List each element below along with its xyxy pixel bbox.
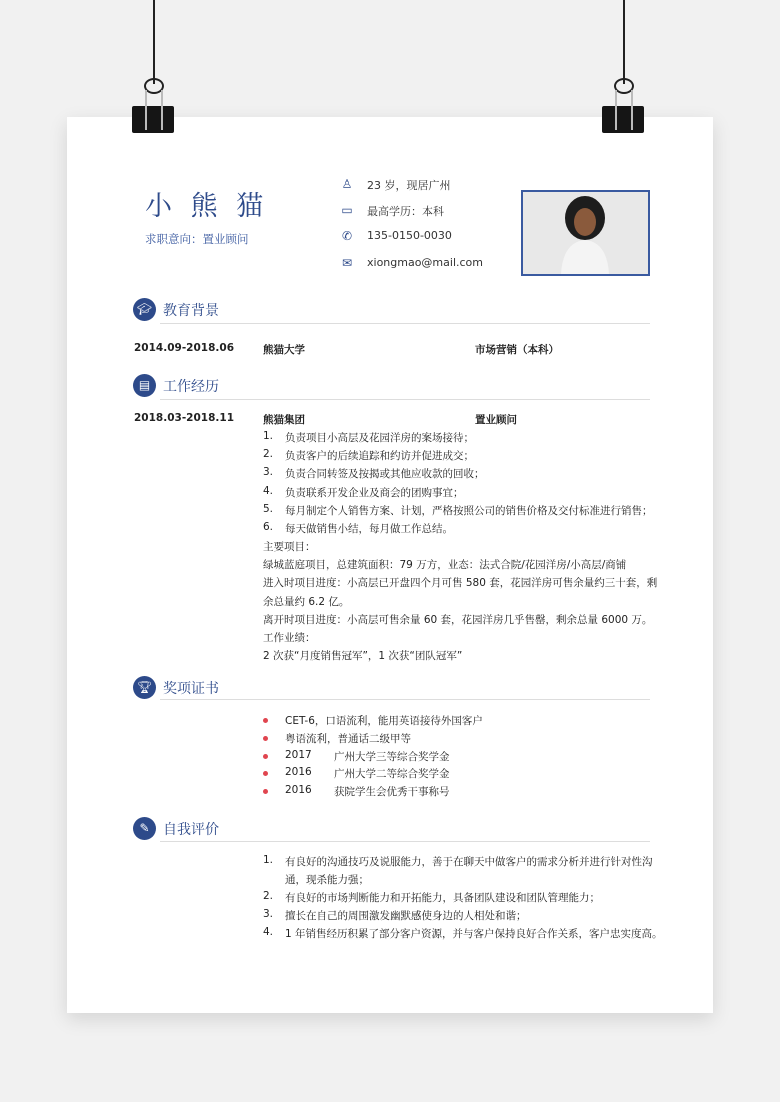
- divider: [160, 399, 650, 400]
- award-item: 2016: [285, 766, 312, 779]
- eval-text: 有良好的市场判断能力和开拓能力，具备团队建设和团队管理能力；: [285, 892, 600, 904]
- work-date: 2018.03-2018.11: [134, 412, 235, 424]
- duty-text: 负责项目小高层及花园洋房的案场接待；: [285, 432, 474, 444]
- work-company: 熊猫集团: [263, 414, 305, 426]
- education-level: 最高学历：本科: [367, 205, 444, 218]
- work-detail-line: 离开时项目进度：小高层可售余量 60 套，花园洋房几乎售罄，剩余总量 6000 万。: [263, 613, 653, 626]
- duty-text: 负责联系开发企业及商会的团购事宜；: [285, 486, 464, 499]
- work-role: 置业顾问: [475, 414, 517, 426]
- duty-number: 3.: [263, 466, 274, 479]
- eval-number: 1.: [263, 854, 274, 866]
- edu-date: 2014.09-2018.06: [134, 342, 235, 354]
- trophy-icon: 🏆︎: [133, 676, 156, 699]
- phone-icon: ✆: [341, 229, 353, 243]
- clip-wire: [161, 100, 163, 130]
- eval-number: 2.: [263, 890, 274, 902]
- duty-text: 负责合同转签及按揭或其他应收款的回收；: [285, 468, 485, 481]
- award-detail: 广州大学二等综合奖学金: [334, 768, 450, 781]
- work-detail-line: 进入时项目进度：小高层已开盘四个月可售 580 套，花园洋房可售余量约三十套，剩: [263, 577, 658, 590]
- person-icon: ♙: [341, 177, 353, 191]
- edu-school: 熊猫大学: [263, 344, 305, 356]
- hanging-string: [153, 0, 155, 84]
- bullet-dot: [263, 754, 268, 759]
- award-item: 2016: [285, 784, 312, 797]
- bullet-dot: [263, 736, 268, 741]
- work-detail-line: 余总量约 6.2 亿。: [263, 595, 350, 608]
- work-detail-line: 主要项目：: [263, 541, 316, 553]
- edit-icon: ✎: [133, 817, 156, 840]
- bullet-dot: [263, 718, 268, 723]
- work-detail-line: 工作业绩：: [263, 632, 316, 644]
- binder-clip: [602, 106, 644, 133]
- award-detail: 广州大学三等综合奖学金: [334, 750, 450, 763]
- candidate-name: 小 熊 猫: [145, 191, 269, 222]
- eval-number: 3.: [263, 908, 274, 920]
- duty-number: 5.: [263, 502, 274, 515]
- clip-wire: [631, 100, 633, 130]
- clip-wire: [615, 100, 617, 130]
- section-title-education: 教育背景: [163, 303, 219, 319]
- edu-major: 市场营销（本科）: [475, 344, 559, 356]
- eval-text: 有良好的沟通技巧及说服能力，善于在聊天中做客户的需求分析并进行针对性沟: [285, 856, 653, 868]
- section-title-work: 工作经历: [163, 379, 219, 395]
- section-title-self-evaluation: 自我评价: [163, 822, 219, 838]
- duty-number: 4.: [263, 484, 274, 497]
- age-location: 23 岁，现居广州: [367, 179, 451, 192]
- work-detail-line: 绿城蓝庭项目，总建筑面积：79 万方，业态：法式合院/花园洋房/小高层/商铺: [263, 559, 627, 572]
- duty-number: 6.: [263, 521, 274, 533]
- duty-number: 2.: [263, 448, 274, 461]
- briefcase-icon: ▤: [133, 374, 156, 397]
- award-item: 粤语流利，普通话二级甲等: [285, 732, 411, 745]
- duty-number: 1.: [263, 430, 274, 442]
- graduation-cap-icon: 🎓︎: [133, 298, 156, 321]
- clip-wire: [145, 100, 147, 130]
- award-detail: 获院学生会优秀干事称号: [334, 786, 450, 799]
- book-icon: ▭: [341, 203, 353, 217]
- work-detail-line: 2 次获“月度销售冠军”，1 次获“团队冠军”: [263, 650, 463, 663]
- duty-text: 负责客户的后续追踪和约访并促进成交；: [285, 450, 474, 463]
- eval-text: 通，现杀能力强；: [285, 874, 369, 886]
- eval-text: 擅长在自己的周围激发幽默感使身边的人相处和谐；: [285, 910, 527, 922]
- duty-text: 每天做销售小结，每月做工作总结。: [285, 523, 453, 535]
- phone-number: 135-0150-0030: [367, 229, 452, 242]
- award-item: 2017: [285, 748, 312, 761]
- divider: [160, 841, 650, 842]
- award-item: CET-6，口语流利，能用英语接待外国客户: [285, 715, 483, 727]
- section-title-awards: 奖项证书: [163, 681, 219, 697]
- email: xiongmao@mail.com: [367, 256, 483, 269]
- duty-text: 每月制定个人销售方案、计划，严格按照公司的销售价格及交付标准进行销售；: [285, 504, 653, 517]
- eval-text: 1 年销售经历积累了部分客户资源，并与客户保持良好合作关系，客户忠实度高。: [285, 928, 663, 940]
- divider: [160, 699, 650, 700]
- divider: [160, 323, 650, 324]
- hanging-string: [623, 0, 625, 84]
- binder-clip: [132, 106, 174, 133]
- job-intent: 求职意向：置业顾问: [145, 232, 249, 246]
- profile-photo: [521, 190, 650, 276]
- mail-icon: ✉: [341, 256, 353, 270]
- eval-number: 4.: [263, 926, 274, 938]
